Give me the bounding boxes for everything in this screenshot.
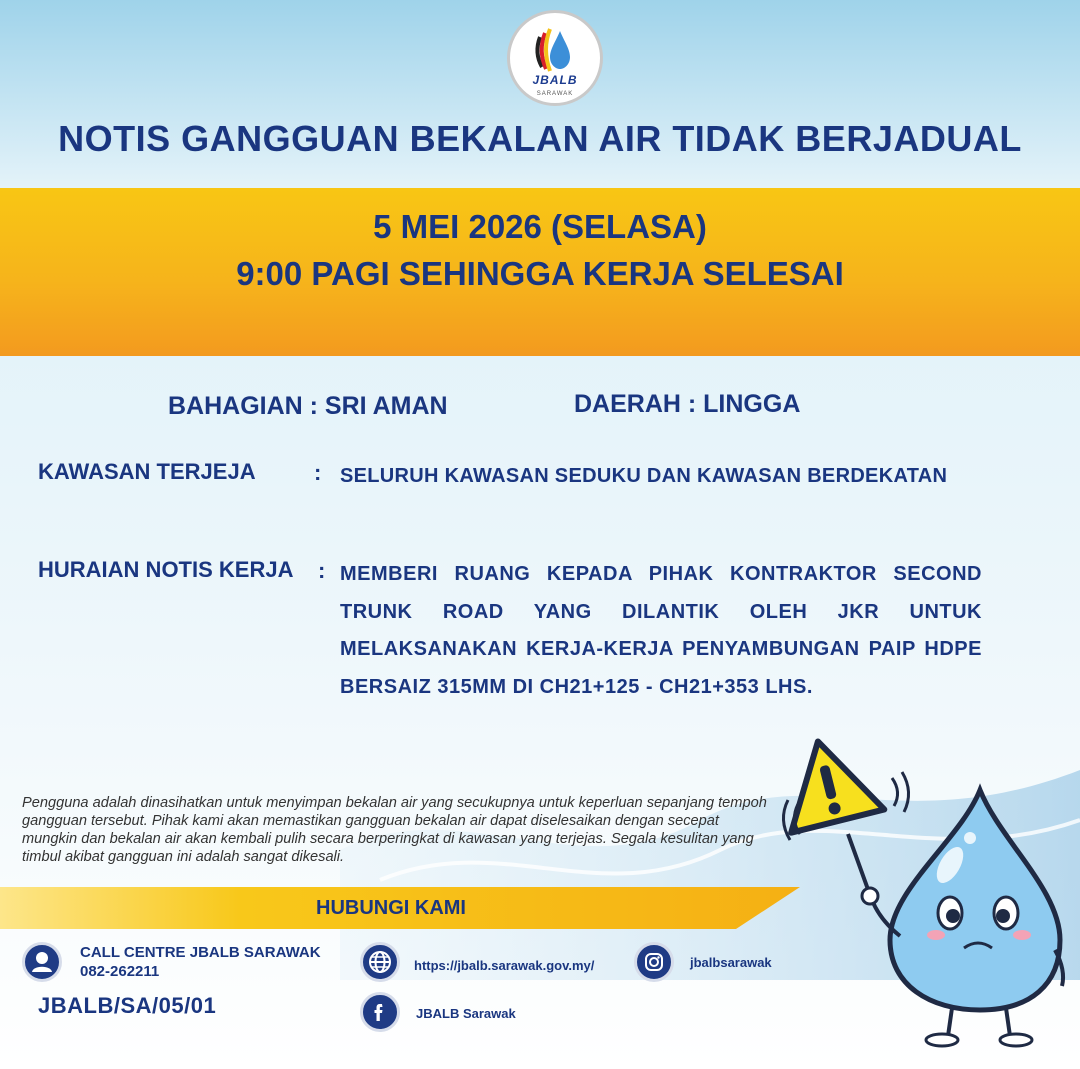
work-description-label: HURAIAN NOTIS KERJA [38,557,294,582]
instagram-handle[interactable]: jbalbsarawak [690,955,772,970]
water-drop-mascot-icon [770,730,1080,1069]
logo-state: SARAWAK [536,91,574,97]
jbalb-logo [507,10,603,106]
work-description-colon: : [318,558,326,583]
globe-icon [360,942,400,982]
website-link[interactable]: https://jbalb.sarawak.gov.my/ [414,958,595,973]
call-centre-label: CALL CENTRE JBALB SARAWAK [80,944,321,961]
user-icon [22,942,62,982]
logo-name: JBALB [532,73,578,87]
advisory-text: Pengguna adalah dinasihatkan untuk menyimpan bekalan air yang secukupnya untuk keperluan sepanjang tempoh gangguan tersebut. Pihak kami akan memastikan gangguan bekalan air dapat diselesaikan dengan secepat mungkin dan bekalan air akan kembali pulih secara berperingkat di kawasan yang terjejas. Segala kesulitan yang timbul akibat gangguan ini adalah sangat dikesali. [22,795,767,865]
work-description-value: MEMBERI RUANG KEPADA PIHAK KONTRAKTOR SECOND TRUNK ROAD YANG DILANTIK OLEH JKR UNTUK MELAKSANAKAN KERJA-KERJA PENYAMBUNGAN PAIP HDPE BERSAIZ 315MM DI CH21+125 - CH21+353 LHS. [340,563,982,698]
affected-area-label: KAWASAN TERJEJA [38,459,256,484]
schedule-time: 9:00 PAGI SEHINGGA KERJA SELESAI [236,255,844,292]
affected-area-value: SELURUH KAWASAN SEDUKU DAN KAWASAN BERDEKATAN [340,465,948,487]
facebook-icon [360,992,400,1032]
call-centre-phone[interactable]: 082-262211 [80,963,160,980]
water-drop-logo-icon [510,13,600,103]
reference-code: JBALB/SA/05/01 [38,993,217,1018]
instagram-icon [634,942,674,982]
facebook-page[interactable]: JBALB Sarawak [416,1006,516,1021]
page-title: NOTIS GANGGUAN BEKALAN AIR TIDAK BERJADUAL [58,118,1022,159]
schedule-date: 5 MEI 2026 (SELASA) [373,208,707,245]
division-label: BAHAGIAN : SRI AMAN [168,392,448,420]
contact-heading: HUBUNGI KAMI [316,897,466,919]
affected-area-colon: : [314,460,322,485]
district-label: DAERAH : LINGGA [574,390,801,418]
